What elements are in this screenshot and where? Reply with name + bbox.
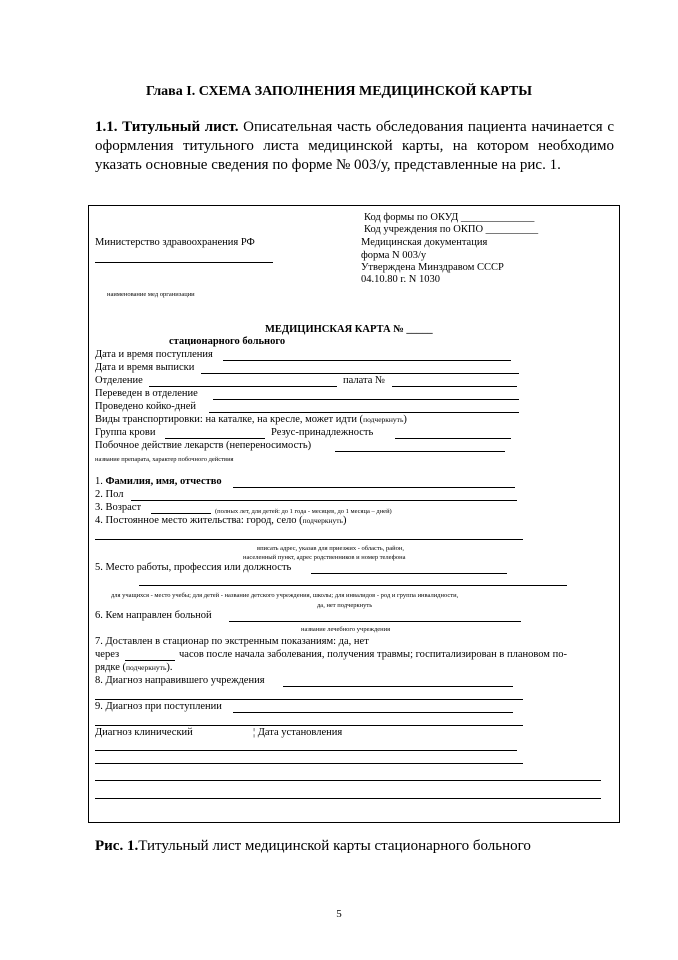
item4-label — [95, 515, 346, 527]
org-name-line — [95, 262, 273, 263]
dx-line2[interactable] — [95, 763, 523, 764]
item2-label: 2. Пол — [95, 489, 124, 500]
item5-label: 5. Место работы, профессия или должность — [95, 562, 292, 573]
item5-line2[interactable] — [139, 585, 567, 586]
item3-line[interactable] — [151, 513, 211, 514]
transferred-label: Переведен в отделение — [95, 388, 198, 399]
medical-card-form — [88, 205, 620, 823]
department-label: Отделение — [95, 375, 143, 386]
dx-date-label: ¦ Дата установления — [253, 727, 343, 738]
discharge-label: Дата и время выписки — [95, 362, 195, 373]
intro-bold-lead: 1.1. Титульный лист. — [95, 119, 239, 135]
item1-bold: Фамилия, имя, отчество — [105, 476, 222, 487]
card-title: МЕДИЦИНСКАЯ КАРТА № _____ — [265, 324, 433, 335]
item1-label — [95, 476, 222, 488]
item7-line3-text: рядке ( — [95, 662, 127, 673]
item2-line[interactable] — [131, 500, 517, 501]
item7-line2a: через — [95, 649, 120, 660]
okpo-code: Код учреждения по ОКПО __________ — [364, 224, 539, 235]
transport-text: Виды транспортировки: на каталке, на кресле, может идти ( — [95, 414, 364, 425]
approved-by: Утверждена Минздравом СССР — [361, 262, 504, 273]
ministry: Министерство здравоохранения РФ — [95, 237, 255, 248]
chapter-title: Глава I. СХЕМА ЗАПОЛНЕНИЯ МЕДИЦИНСКОЙ КАРТЫ — [146, 84, 532, 99]
item8-line2[interactable] — [95, 699, 523, 700]
item4-text: 4. Постоянное место жительства: город, село ( — [95, 515, 303, 526]
figure-caption — [95, 838, 531, 855]
side-effect-label: Побочное действие лекарств (непереносимость) — [95, 440, 312, 451]
item7-hours-line[interactable] — [125, 660, 175, 661]
dx-line4[interactable] — [95, 798, 601, 799]
blood-group-label: Группа крови — [95, 427, 156, 438]
rh-label: Резус-принадлежность — [271, 427, 374, 438]
transport-end: ) — [403, 414, 407, 425]
item4-caption2: населенный пункт, адрес родственников и номер телефона — [243, 554, 406, 561]
med-doc: Медицинская документация — [361, 237, 488, 248]
item5-line[interactable] — [311, 573, 507, 574]
card-subtitle: стационарного больного — [169, 336, 286, 347]
side-effect-caption: название препарата, характер побочного действия — [95, 456, 234, 463]
clinical-dx-label: Диагноз клинический — [95, 727, 193, 738]
approved-date: 04.10.80 г. N 1030 — [361, 274, 440, 285]
item7-line3-note: подчеркнуть — [126, 663, 167, 672]
item6-caption: название лечебного учреждения — [301, 626, 391, 633]
page-number: 5 — [336, 908, 342, 920]
org-name-caption: наименование мед организации — [107, 291, 195, 298]
item7-line3 — [95, 662, 173, 674]
ward-label: палата № — [343, 375, 386, 386]
bed-days-label: Проведено койко-дней — [95, 401, 196, 412]
item7-line3-end: ). — [166, 662, 173, 673]
item4-line[interactable] — [95, 539, 523, 540]
side-effect-line[interactable] — [335, 451, 505, 452]
item4-caption1: вписать адрес, указав для приезжих - область, район, — [257, 545, 404, 552]
transport-label — [95, 414, 407, 426]
transferred-line[interactable] — [213, 399, 519, 400]
item7-line1: 7. Доставлен в стационар по экстренным показаниям: да, нет — [95, 636, 369, 647]
item7-line2b: часов после начала заболевания, получения травмы; госпитализирован в плановом по- — [179, 649, 567, 660]
bed-days-line[interactable] — [209, 412, 519, 413]
item5-caption1: для учащихся - место учебы; для детей - название детского учреждения, школы; для инвалидов - род и группа инвалидности, — [111, 592, 459, 599]
item3-label: 3. Возраст — [95, 502, 142, 513]
item5-caption2: да, нет подчеркнуть — [317, 602, 373, 609]
item8-label: 8. Диагноз направившего учреждения — [95, 675, 265, 686]
intro-text: Описательная часть обследования пациента начинается с оформления титульного листа медицинской карты, на котором необходимо указать основные сведения по форме № 003/у, представленные на рис. 1. — [95, 119, 615, 173]
admission-label: Дата и время поступления — [95, 349, 213, 360]
dx-line1[interactable] — [95, 750, 517, 751]
department-line[interactable] — [149, 386, 337, 387]
form-number: форма N 003/у — [361, 250, 427, 261]
ward-line[interactable] — [392, 386, 517, 387]
item1-line[interactable] — [233, 487, 515, 488]
transport-note: подчеркнуть — [363, 415, 404, 424]
item6-label: 6. Кем направлен больной — [95, 610, 212, 621]
caption-bold: Рис. 1. — [95, 838, 139, 854]
caption-text: Титульный лист медицинской карты стационарного больного — [138, 838, 531, 854]
item1-number: 1. — [95, 476, 106, 487]
item9-line2[interactable] — [95, 725, 523, 726]
item3-note: (полных лет, для детей: до 1 года - месяцев, до 1 месяца – дней) — [215, 508, 392, 515]
item9-line[interactable] — [233, 712, 513, 713]
item8-line[interactable] — [283, 686, 513, 687]
item4-note: подчеркнуть — [302, 516, 343, 525]
item6-line[interactable] — [229, 621, 521, 622]
okud-code: Код формы по ОКУД ______________ — [364, 212, 535, 223]
intro-paragraph — [95, 118, 614, 175]
item4-end: ) — [342, 515, 347, 526]
rh-line[interactable] — [395, 438, 511, 439]
admission-line[interactable] — [223, 360, 511, 361]
item9-label: 9. Диагноз при поступлении — [95, 701, 222, 712]
discharge-line[interactable] — [201, 373, 519, 374]
dx-line3[interactable] — [95, 780, 601, 781]
blood-group-line[interactable] — [165, 438, 265, 439]
